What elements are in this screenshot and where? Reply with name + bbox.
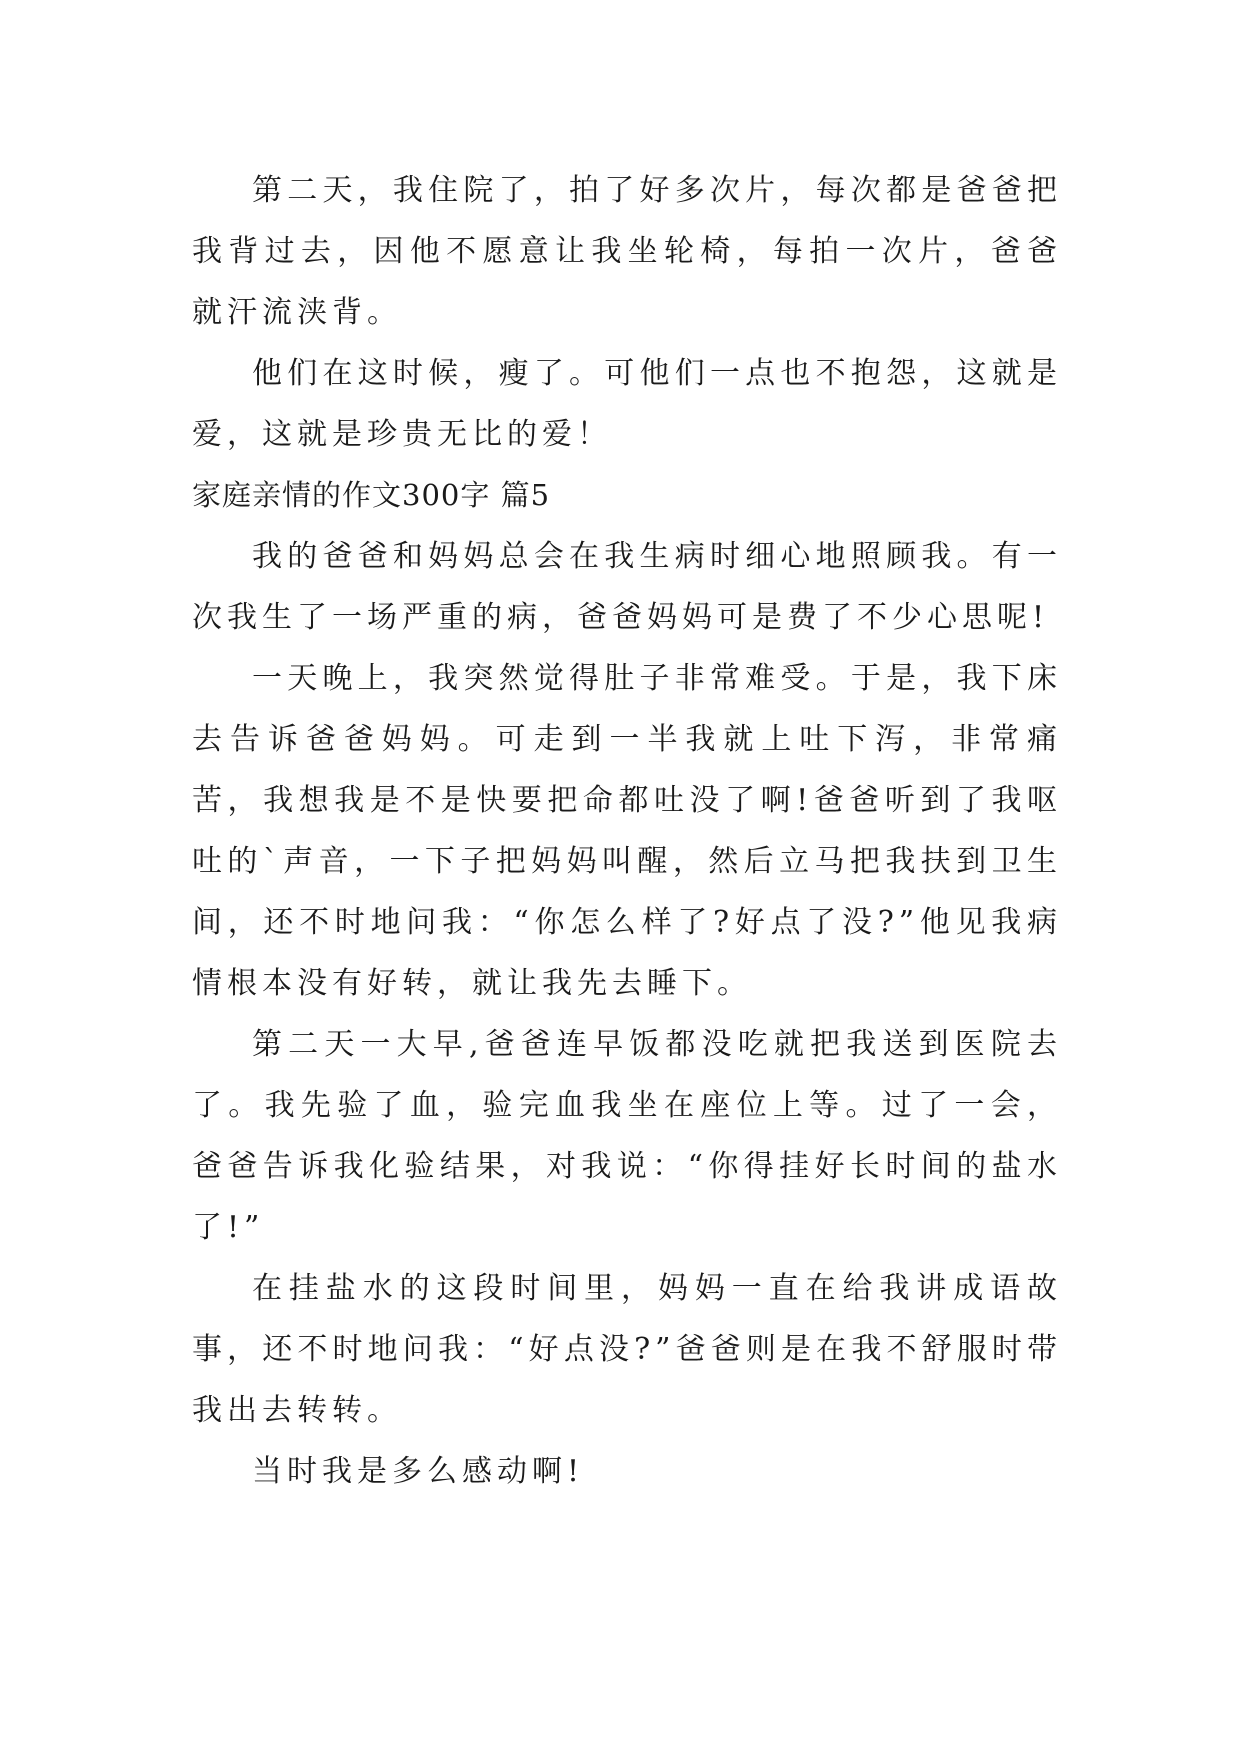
paragraph: 第二天，我住院了，拍了好多次片，每次都是爸爸把我背过去，因他不愿意让我坐轮椅，每拍一次片，爸爸就汗流浃背。	[192, 173, 1062, 330]
paragraph: 当时我是多么感动啊!	[252, 1454, 585, 1489]
paragraph: 第二天一大早,爸爸连早饭都没吃就把我送到医院去了。我先验了血，验完血我坐在座位上等。过了一会，爸爸告诉我化验结果，对我说：“你得挂好长时间的盐水了!”	[192, 1027, 1062, 1245]
paragraph: 一天晚上，我突然觉得肚子非常难受。于是，我下床去告诉爸爸妈妈。可走到一半我就上吐下泻，非常痛苦，我想我是不是快要把命都吐没了啊!爸爸听到了我呕吐的`声音，一下子把妈妈叫醒，然后立马把我扶到卫生间，还不时地问我：“你怎么样了?好点了没?”他见我病情根本没有好转，就让我先去睡下。	[192, 661, 1062, 1001]
paragraph: 我的爸爸和妈妈总会在我生病时细心地照顾我。有一次我生了一场严重的病，爸爸妈妈可是费了不少心思呢!	[192, 539, 1062, 635]
paragraph: 在挂盐水的这段时间里，妈妈一直在给我讲成语故事，还不时地问我：“好点没?”爸爸则是在我不舒服时带我出去转转。	[192, 1271, 1062, 1428]
section-heading: 家庭亲情的作文300字 篇5	[192, 478, 551, 512]
document-body	[192, 160, 1062, 1502]
paragraph: 他们在这时候，瘦了。可他们一点也不抱怨，这就是爱，这就是珍贵无比的爱！	[192, 356, 1062, 452]
